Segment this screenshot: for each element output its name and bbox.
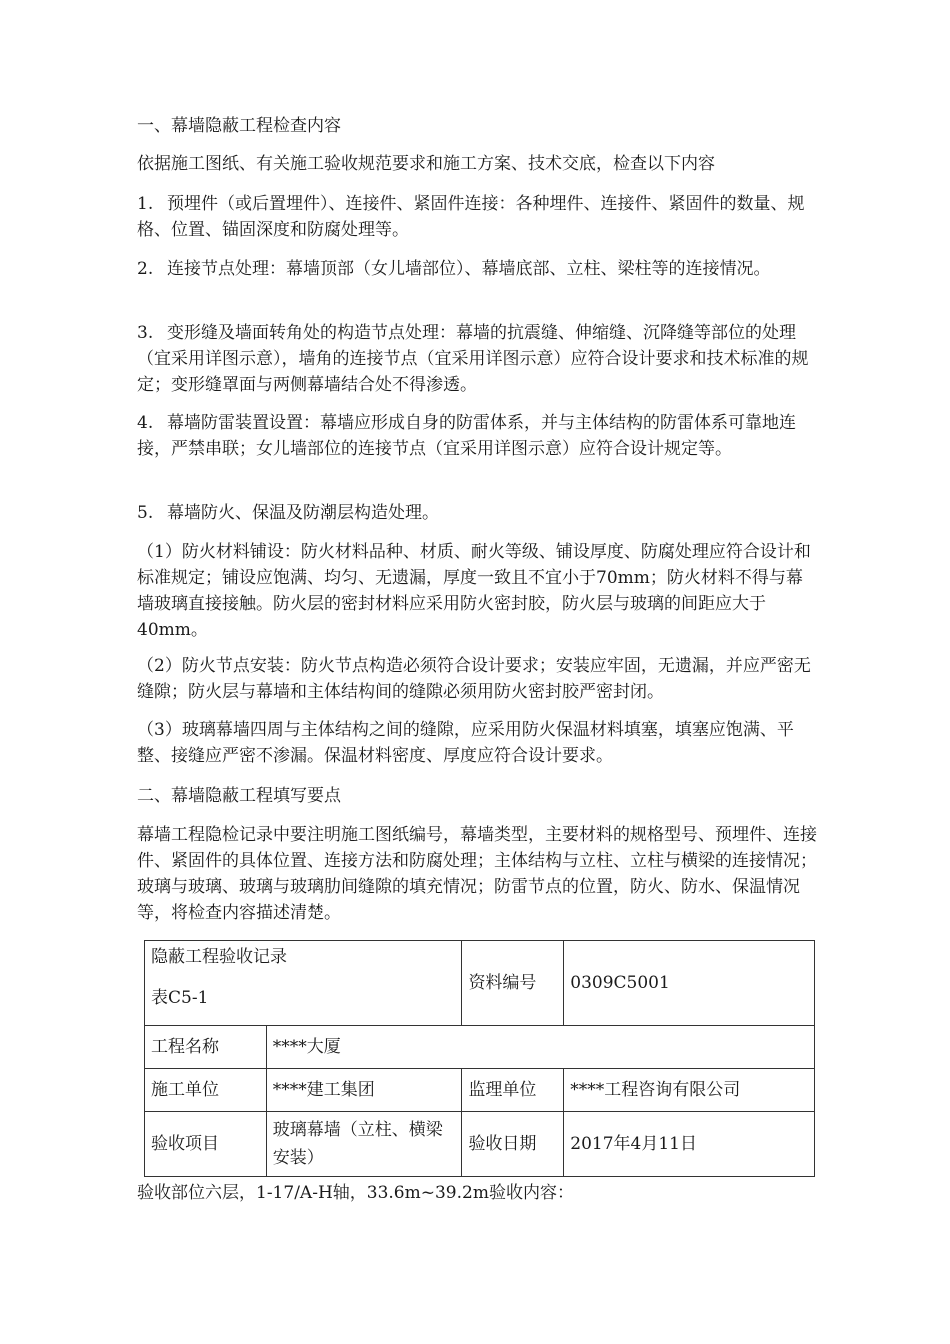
- section2-heading: 二、幕墙隐蔽工程填写要点: [137, 786, 341, 806]
- doc-number: 0309C5001: [564, 941, 815, 1026]
- item-text: 连接节点处理：幕墙顶部（女儿墙部位）、幕墙底部、立柱、梁柱等的连接情况。: [167, 259, 771, 279]
- table-row: [145, 941, 815, 1026]
- inspection-location-line: 验收部位六层，1-17/A-H轴，33.6m~39.2m验收内容：: [137, 1183, 574, 1203]
- item-number: 3.: [137, 323, 154, 343]
- item-text: 变形缝及墙面转角处的构造节点处理：幕墙的抗震缝、伸缩缝、沉降缝等部位的处理（宜采用详图示意），墙角的连接节点（宜采用详图示意）应符合设计要求和技术标准的规定；变形缝罩面与两侧幕墙结合处不得渗透。: [137, 323, 809, 395]
- inspection-item: 玻璃幕墙（立柱、横梁安装）: [266, 1112, 462, 1177]
- list-item-3: [137, 320, 817, 398]
- inspection-date-label: 验收日期: [462, 1112, 564, 1177]
- inspection-item-label: 验收项目: [145, 1112, 267, 1177]
- inspection-record-table: [144, 940, 815, 1177]
- sub-item-1: （1）防火材料铺设：防火材料品种、材质、耐火等级、铺设厚度、防腐处理应符合设计和标准规定；铺设应饱满、均匀、无遗漏，厚度一致且不宜小于70mm；防火材料不得与幕墙玻璃直接接触。防火层的密封材料应采用防火密封胶，防火层与玻璃的间距应大于40mm。: [137, 542, 811, 640]
- project-name-label: 工程名称: [145, 1026, 267, 1069]
- supervisor: ****工程咨询有限公司: [564, 1069, 815, 1112]
- contractor-label: 施工单位: [145, 1069, 267, 1112]
- form-number: 表C5-1: [151, 988, 209, 1008]
- inspection-date: 2017年4月11日: [564, 1112, 815, 1177]
- sub-item-2: （2）防火节点安装：防火节点构造必须符合设计要求；安装应牢固，无遗漏，并应严密无缝隙；防火层与幕墙和主体结构间的缝隙必须用防火密封胶严密封闭。: [137, 656, 811, 702]
- section2-body: 幕墙工程隐检记录中要注明施工图纸编号，幕墙类型，主要材料的规格型号、预埋件、连接件、紧固件的具体位置、连接方法和防腐处理；主体结构与立柱、立柱与横梁的连接情况；玻璃与玻璃、玻璃与玻璃肋间缝隙的填充情况；防雷节点的位置，防火、防水、保温情况等，将检查内容描述清楚。: [137, 825, 817, 923]
- item-text: 预埋件（或后置埋件）、连接件、紧固件连接：各种埋件、连接件、紧固件的数量、规格、位置、锚固深度和防腐处理等。: [137, 194, 805, 240]
- table-title-cell: [145, 941, 462, 1026]
- item-number: 4.: [137, 413, 154, 433]
- item-number: 5.: [137, 503, 154, 523]
- table-row: [145, 1112, 815, 1177]
- item-text: 幕墙防雷装置设置：幕墙应形成自身的防雷体系，并与主体结构的防雷体系可靠地连接，严禁串联；女儿墙部位的连接节点（宜采用详图示意）应符合设计规定等。: [137, 413, 796, 459]
- list-item-1: [137, 191, 817, 243]
- item-text: 幕墙防火、保温及防潮层构造处理。: [167, 503, 439, 523]
- section1-heading: 一、幕墙隐蔽工程检查内容: [137, 116, 341, 136]
- list-item-2: [137, 256, 817, 282]
- supervisor-label: 监理单位: [462, 1069, 564, 1112]
- table-row: [145, 1026, 815, 1069]
- list-item-4: [137, 410, 817, 462]
- project-name: ****大厦: [266, 1026, 814, 1069]
- item-number: 2.: [137, 259, 154, 279]
- sub-item-3: （3）玻璃幕墙四周与主体结构之间的缝隙，应采用防火保温材料填塞，填塞应饱满、平整、接缝应严密不渗漏。保温材料密度、厚度应符合设计要求。: [137, 720, 794, 766]
- item-number: 1.: [137, 194, 154, 214]
- doc-number-label: 资料编号: [462, 941, 564, 1026]
- table-title: 隐蔽工程验收记录: [151, 947, 287, 967]
- contractor: ****建工集团: [266, 1069, 462, 1112]
- list-item-5: [137, 500, 817, 526]
- table-row: [145, 1069, 815, 1112]
- section1-intro: 依据施工图纸、有关施工验收规范要求和施工方案、技术交底，检查以下内容: [137, 154, 715, 174]
